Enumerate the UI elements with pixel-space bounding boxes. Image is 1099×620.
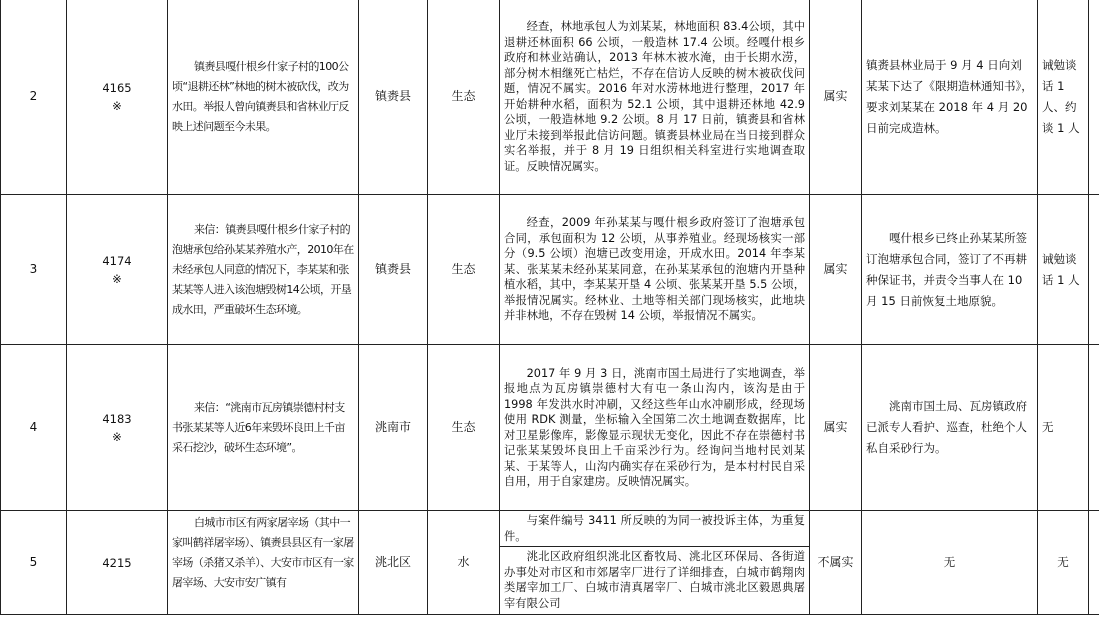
case-id: 4215 bbox=[102, 555, 132, 570]
row-number: 2 bbox=[1, 0, 67, 195]
row-number: 3 bbox=[1, 195, 67, 345]
category-cell: 生态 bbox=[428, 345, 500, 511]
category-cell: 生态 bbox=[428, 0, 500, 195]
truth-cell: 属实 bbox=[810, 195, 862, 345]
action-text: 镇赉县林业局于 9 月 4 日向刘某某下达了《限期造林通知书》，要求刘某某在 2018 年 4 月 20 日前完成造林。 bbox=[862, 0, 1038, 195]
case-id-cell bbox=[67, 345, 168, 511]
row-number: 4 bbox=[1, 345, 67, 511]
issue-text: 镇赉县嘎什根乡什家子村的100公顷“退耕还林”林地的树木被砍伐，改为水田。举报人曾向镇赉县和省林业厅反映上述问题至今未果。 bbox=[168, 0, 359, 195]
action-text: 嘎什根乡已终止孙某某所签订泡塘承包合同，签订了不再耕种保证书，并责令当事人在 10 月 15 日前恢复土地原貌。 bbox=[862, 195, 1038, 345]
findings-text: 洮北区政府组织洮北区畜牧局、洮北区环保局、各街道办事处对市区和市郊屠宰厂进行了详细排查，白城市鹤翔肉类屠宰加工厂、白城市清真屠宰厂、白城市洮北区毅恩典屠宰有限公司 bbox=[504, 550, 805, 610]
responsibility-cell: 诫勉谈话 1 人、约谈 1 人 bbox=[1038, 0, 1089, 195]
table-row bbox=[1, 345, 1099, 511]
findings-cell bbox=[500, 511, 810, 615]
empty-cell bbox=[1089, 0, 1099, 195]
empty-cell bbox=[1089, 511, 1099, 615]
action-text: 无 bbox=[862, 511, 1038, 615]
responsibility-cell: 无 bbox=[1038, 345, 1089, 511]
row-number: 5 bbox=[1, 511, 67, 615]
findings-duplicate-note: 与案件编号 3411 所反映的为同一被投诉主体，为重复件。 bbox=[500, 511, 809, 547]
action-text: 洮南市国土局、瓦房镇政府已派专人看护、巡查，杜绝个人私自采砂行为。 bbox=[862, 345, 1038, 511]
case-id: 4174 bbox=[102, 253, 132, 268]
case-id-cell bbox=[67, 195, 168, 345]
case-id: 4165 bbox=[102, 80, 132, 95]
case-id: 4183 bbox=[102, 411, 132, 426]
truth-cell: 属实 bbox=[810, 0, 862, 195]
area-cell: 镇赉县 bbox=[359, 195, 428, 345]
case-id-cell bbox=[67, 0, 168, 195]
area-cell: 洮北区 bbox=[359, 511, 428, 615]
findings-text: 经查，林地承包人为刘某某，林地面积 83.4公顷，其中退耕还林面积 66 公顷，一般造林 17.4 公顷。经嘎什根乡政府和林业站确认，2013 年林木被水淹，由于长期水涝，部分树木相继死亡枯烂，不存在信访人反映的树木被砍伐问题，情况不属实。2016 年对水涝林地进行整理，2017 年开始耕种水稻，面积为 52.1 公顷，其中退耕还林地 42.9 公顷，一般造林地 9.2 公顷。8 月 17 日前，镇赉县和省林业厅未接到举报此信访问题。镇赉县林业局在当日接到群众实名举报，并于 8 月 19 日组织相关科室进行实地调查取证。反映情况属实。 bbox=[500, 0, 810, 195]
issue-text: 来信：镇赉县嘎什根乡什家子村的泡塘承包给孙某某养殖水产，2010年在未经承包人同意的情况下，李某某和张某某等人进入该泡塘毁树14公顷，开垦成水田，严重破坏生态环境。 bbox=[168, 195, 359, 345]
case-mark: ※ bbox=[112, 271, 122, 286]
case-mark: ※ bbox=[112, 429, 122, 444]
category-cell: 生态 bbox=[428, 195, 500, 345]
category-cell: 水 bbox=[428, 511, 500, 615]
truth-cell: 属实 bbox=[810, 345, 862, 511]
findings-text: 经查，2009 年孙某某与嘎什根乡政府签订了泡塘承包合同，承包面积为 12 公顷，从事养殖业。经现场核实一部分（9.5 公顷）泡塘已改变用途，开成水田。2014 年李某某、张某某未经孙某某同意，在孙某某承包的泡塘内开垦种植水稻，其中，李某某开垦 4 公顷、张某某开垦 5.5 公顷，举报情况属实。经林业、土地等相关部门现场核实，此地块并非林地，不存在毁树 14 公顷，举报情况不属实。 bbox=[500, 195, 810, 345]
findings-text: 2017 年 9 月 3 日，洮南市国土局进行了实地调查，举报地点为瓦房镇崇德村大有屯一条山沟内，该沟是由于 1998 年发洪水时冲刷，又经这些年山水冲刷形成，经现场使用 RDK 测量，坐标输入全国第二次土地调查数据库，比对卫星影像库，影像显示现状无变化，因此不存在崇德村书记张某某毁坏良田上千亩采沙行为。经询问当地村民刘某某、于某等人，山沟内确实存在采砂行为，是本村村民自采自用，用于自家建房。反映情况属实。 bbox=[500, 345, 810, 511]
area-cell: 镇赉县 bbox=[359, 0, 428, 195]
table-row bbox=[1, 511, 1099, 615]
table-row bbox=[1, 0, 1099, 195]
truth-cell: 不属实 bbox=[810, 511, 862, 615]
issue-text: 白城市市区有两家屠宰场（其中一家叫鹤祥屠宰场）、镇赉县县区有一家屠宰场（杀猪又杀羊）、大安市市区有一家屠宰场、大安市安广镇有 bbox=[168, 511, 359, 615]
issue-text: 来信：“洮南市瓦房镇崇德村村支书张某某等人近6年来毁坏良田上千亩采石挖沙，破坏生态环境”。 bbox=[168, 345, 359, 511]
table-row bbox=[1, 195, 1099, 345]
responsibility-cell: 无 bbox=[1038, 511, 1089, 615]
case-mark: ※ bbox=[112, 98, 122, 113]
case-id-cell bbox=[67, 511, 168, 615]
empty-cell bbox=[1089, 345, 1099, 511]
empty-cell bbox=[1089, 195, 1099, 345]
area-cell: 洮南市 bbox=[359, 345, 428, 511]
responsibility-cell: 诫勉谈话 1 人 bbox=[1038, 195, 1089, 345]
